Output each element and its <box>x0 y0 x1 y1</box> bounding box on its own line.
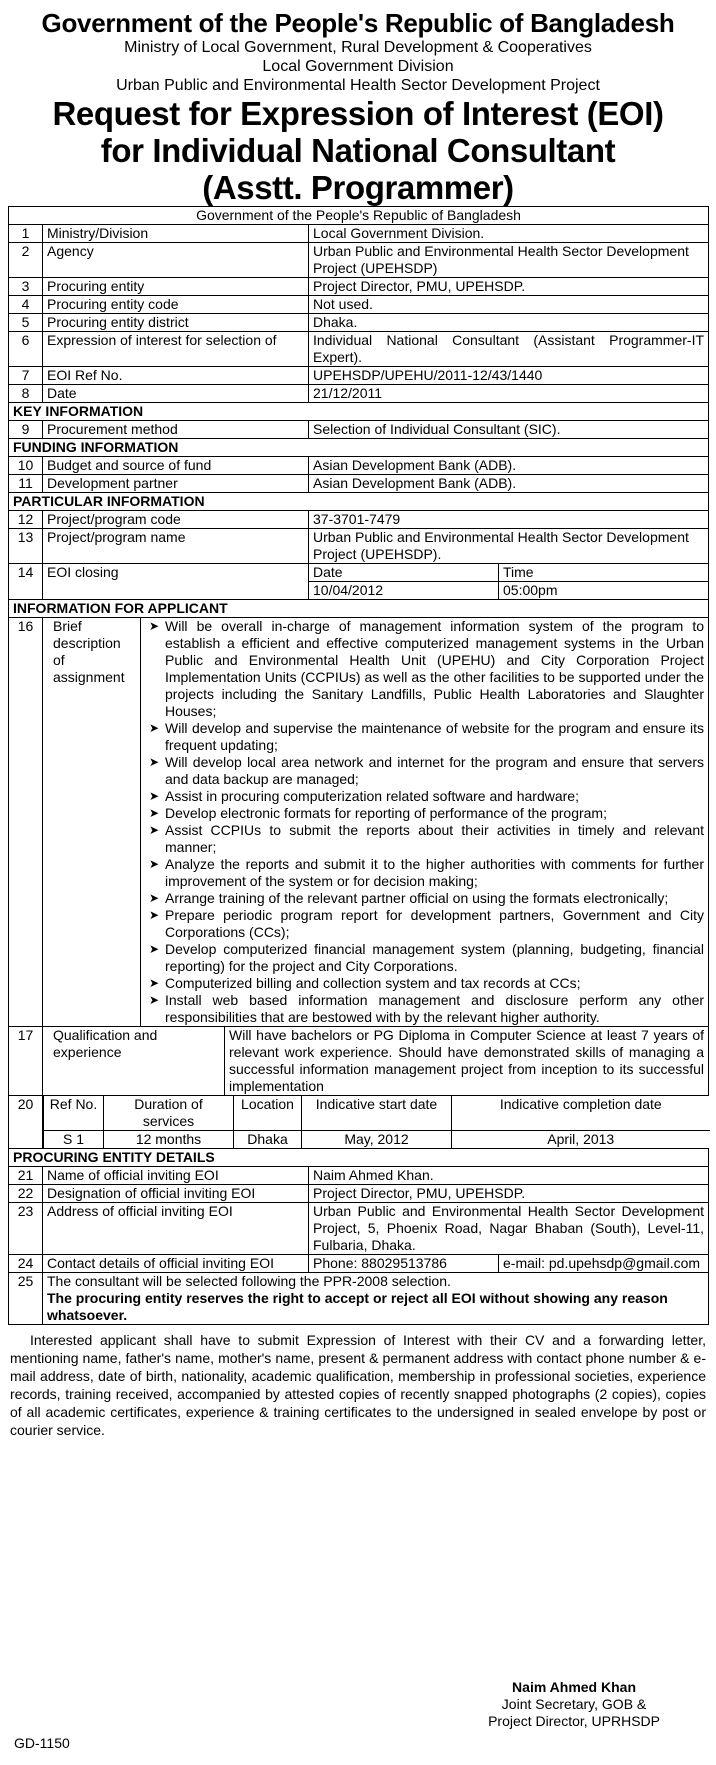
row-number: 8 <box>9 385 43 403</box>
row-value: Urban Public and Environmental Health Sector Development Project, 5, Phoenix Road, Nagar Bhaban (South), Level-11, Fulbaria, Dhaka. <box>309 1203 709 1255</box>
table-row <box>9 225 709 243</box>
schedule-header: Ref No. <box>44 1096 104 1131</box>
arrow-bullet-icon: ➤ <box>149 857 160 871</box>
row-number: 14 <box>9 564 43 600</box>
list-item: ➤ Will develop and supervise the maintenance of website for the program and ensure its frequent updating; <box>149 720 705 753</box>
row-number: 2 <box>9 243 43 278</box>
row-number: 6 <box>9 332 43 367</box>
row-value: 21/12/2011 <box>309 385 709 403</box>
row-value: Dhaka. <box>309 314 709 332</box>
closing-date: 10/04/2012 <box>309 582 499 600</box>
row-value: Project Director, PMU, UPEHSDP. <box>309 278 709 296</box>
signature-block <box>488 1679 660 1730</box>
row-label: Expression of interest for selection of <box>43 332 309 367</box>
row-label: Procuring entity <box>43 278 309 296</box>
arrow-bullet-icon: ➤ <box>149 942 160 956</box>
arrow-bullet-icon: ➤ <box>149 891 160 905</box>
list-item: ➤ Develop computerized financial management system (planning, budgeting, financial reporting) for the project and City Corporations. <box>149 941 705 974</box>
row-label: Address of official inviting EOI <box>43 1203 309 1255</box>
row-number: 3 <box>9 278 43 296</box>
table-row <box>9 618 709 1027</box>
list-item: ➤ Install web based information management and disclosure perform any other responsibilities that are bestowed with by the relevant higher authority. <box>149 992 705 1025</box>
row-label: Agency <box>43 243 309 278</box>
row-number: 5 <box>9 314 43 332</box>
schedule-header: Indicative completion date <box>452 1096 710 1131</box>
row-number: 4 <box>9 296 43 314</box>
table-row <box>9 1273 709 1325</box>
row-number: 12 <box>9 511 43 529</box>
closing-time-label: Time <box>499 564 709 582</box>
list-item: ➤ Computerized billing and collection system and tax records at CCs; <box>149 975 581 991</box>
row-value: Asian Development Bank (ADB). <box>309 457 709 475</box>
row-label: Project/program code <box>43 511 309 529</box>
row-label: Budget and source of fund <box>43 457 309 475</box>
row-label: Procuring entity code <box>43 296 309 314</box>
row-label: Contact details of official inviting EOI <box>43 1255 309 1273</box>
row-value: Urban Public and Environmental Health Sector Development Project (UPEHSDP) <box>309 243 709 278</box>
row-label: EOI Ref No. <box>43 367 309 385</box>
schedule-cell-value: May, 2012 <box>302 1131 452 1149</box>
table-row <box>9 1027 709 1096</box>
list-item: ➤ Arrange training of the relevant partner official on using the formats electronically; <box>149 890 669 906</box>
row-number: 25 <box>9 1273 43 1325</box>
table-row <box>9 511 709 529</box>
row-label: Designation of official inviting EOI <box>43 1185 309 1203</box>
row-number: 24 <box>9 1255 43 1273</box>
list-item: ➤ Will be overall in-charge of management information system of the program to establish a efficient and effective computerized management systems in the Urban Public and Environmental Health Unit (UPEHU) and City Corporation Project Implementation Units (CCPIUs) as well as the other facilities to be supported under the projects including the Sanitary Landfills, Public Health Laboratories and Slaughter Houses; <box>149 618 705 719</box>
row-label: Procurement method <box>43 421 309 439</box>
row-number: 1 <box>9 225 43 243</box>
signatory-title-2: Project Director, UPRHSDP <box>488 1713 660 1729</box>
closing-date-label: Date <box>309 564 499 582</box>
closing-time: 05:00pm <box>499 582 709 600</box>
table-row <box>9 296 709 314</box>
qualification-text: Will have bachelors or PG Diploma in Computer Science at least 7 years of relevant work experience. Should have demonstrated skills of managing a successful information management project from inception to its successful implementation <box>225 1027 709 1096</box>
table-row <box>9 367 709 385</box>
arrow-bullet-icon: ➤ <box>149 789 160 803</box>
table-row <box>9 564 709 582</box>
table-row <box>9 314 709 332</box>
row-value: Selection of Individual Consultant (SIC). <box>309 421 709 439</box>
division-name: Local Government Division <box>262 58 454 75</box>
arrow-bullet-icon: ➤ <box>149 993 160 1007</box>
row-number: 20 <box>9 1096 43 1149</box>
arrow-bullet-icon: ➤ <box>149 806 160 820</box>
row-number: 13 <box>9 529 43 564</box>
schedule-header: Duration of services <box>104 1096 234 1131</box>
row-value: 37-3701-7479 <box>309 511 709 529</box>
section-heading-procuring: PROCURING ENTITY DETAILS <box>9 1149 709 1167</box>
list-item: ➤ Develop electronic formats for reporting of performance of the program; <box>149 805 607 821</box>
contact-phone: Phone: 88029513786 <box>309 1255 499 1273</box>
table-row <box>9 457 709 475</box>
arrow-bullet-icon: ➤ <box>149 721 160 735</box>
rights-reserved-note: The procuring entity reserves the right to accept or reject all EOI without showing any reason whatsoever. <box>47 1290 668 1323</box>
table-row <box>9 1167 709 1185</box>
arrow-bullet-icon: ➤ <box>149 823 160 837</box>
row-number: 21 <box>9 1167 43 1185</box>
row-value: Urban Public and Environmental Health Sector Development Project (UPEHSDP). <box>309 529 709 564</box>
notice-header <box>8 8 708 206</box>
signatory-title-1: Joint Secretary, GOB & <box>501 1696 647 1712</box>
row-value: UPEHSDP/UPEHU/2011-12/43/1440 <box>309 367 709 385</box>
table-row <box>9 1096 709 1149</box>
section-heading-particular: PARTICULAR INFORMATION <box>9 493 709 511</box>
row-number: 10 <box>9 457 43 475</box>
assignment-description <box>141 618 709 1027</box>
assignment-list <box>145 618 704 1026</box>
table-row <box>9 243 709 278</box>
arrow-bullet-icon: ➤ <box>149 755 160 769</box>
schedule-cell-value: S 1 <box>44 1131 104 1149</box>
table-row <box>9 475 709 493</box>
row-number: 22 <box>9 1185 43 1203</box>
row-label: Procuring entity district <box>43 314 309 332</box>
table-caption: Government of the People's Republic of Bangladesh <box>9 207 709 225</box>
row-value: Not used. <box>309 296 709 314</box>
schedule-cell-value: April, 2013 <box>452 1131 710 1149</box>
table-row <box>9 421 709 439</box>
row-number: 16 <box>9 618 43 1027</box>
schedule-header: Indicative start date <box>302 1096 452 1131</box>
row-value: Local Government Division. <box>309 225 709 243</box>
schedule-table <box>43 1096 710 1148</box>
arrow-bullet-icon: ➤ <box>149 976 160 990</box>
table-row <box>9 278 709 296</box>
section-heading-funding: FUNDING INFORMATION <box>9 439 709 457</box>
row-label: Development partner <box>43 475 309 493</box>
list-item: ➤ Assist CCPIUs to submit the reports about their activities in timely and relevant manner; <box>149 822 705 855</box>
list-item: ➤ Will develop local area network and internet for the program and ensure that servers and data backup are managed; <box>149 754 705 787</box>
row-value: Individual National Consultant (Assistant Programmer-IT Expert). <box>309 332 709 367</box>
schedule-header: Location <box>234 1096 302 1131</box>
table-row <box>9 385 709 403</box>
row-label: Name of official inviting EOI <box>43 1167 309 1185</box>
selection-note <box>43 1273 709 1325</box>
list-item: ➤ Assist in procuring computerization related software and hardware; <box>149 788 579 804</box>
row-label: Brief description of assignment <box>43 618 141 1027</box>
ministry-name: Ministry of Local Government, Rural Development & Cooperatives <box>124 39 592 56</box>
row-label: Project/program name <box>43 529 309 564</box>
schedule-cell-value: 12 months <box>104 1131 234 1149</box>
notice-title-2: for Individual National Consultant <box>100 132 616 169</box>
row-number: 9 <box>9 421 43 439</box>
project-name: Urban Public and Environmental Health Sector Development Project <box>116 77 600 94</box>
row-number: 23 <box>9 1203 43 1255</box>
arrow-bullet-icon: ➤ <box>149 619 160 633</box>
row-value: Naim Ahmed Khan. <box>309 1167 709 1185</box>
list-item: ➤ Prepare periodic program report for development partners, Government and City Corporations (CCs); <box>149 907 705 940</box>
schedule-cell-value: Dhaka <box>234 1131 302 1149</box>
row-label: Ministry/Division <box>43 225 309 243</box>
gd-code: GD-1150 <box>14 1735 70 1751</box>
row-value: Asian Development Bank (ADB). <box>309 475 709 493</box>
schedule-cell <box>43 1096 709 1149</box>
submission-instructions: Interested applicant shall have to submit Expression of Interest with their CV and a forwarding letter, mentioning name, father's name, mother's name, present & permanent address with contact phone number & e-mail address, date of birth, nationality, academic qualification, membership in professional societies, experience records, training received, accompanied by attested copies of recently snapped photographs (2 copies), copies of all academic certificates, experience & training certificates to the undersigned in sealed envelope by post or courier service. <box>10 1332 706 1438</box>
row-label: Qualification and experience <box>43 1027 225 1096</box>
row-number: 7 <box>9 367 43 385</box>
row-number: 17 <box>9 1027 43 1096</box>
section-heading-applicant: INFORMATION FOR APPLICANT <box>9 600 709 618</box>
table-row <box>9 529 709 564</box>
signatory-name: Naim Ahmed Khan <box>512 1679 636 1695</box>
section-heading-key-info: KEY INFORMATION <box>9 403 709 421</box>
list-item: ➤ Analyze the reports and submit it to the higher authorities with comments for further improvement of the system or for decision making; <box>149 856 705 889</box>
row-value: Project Director, PMU, UPEHSDP. <box>309 1185 709 1203</box>
selection-note-line: The consultant will be selected following the PPR-2008 selection. <box>47 1273 451 1289</box>
row-number: 11 <box>9 475 43 493</box>
table-row <box>9 1255 709 1273</box>
govt-title: Government of the People's Republic of Bangladesh <box>41 8 675 38</box>
eoi-table <box>8 206 709 1325</box>
notice-title-1: Request for Expression of Interest (EOI) <box>52 95 664 132</box>
row-label: EOI closing <box>43 564 309 600</box>
notice-title-3: (Asstt. Programmer) <box>202 169 514 206</box>
table-row <box>9 1203 709 1255</box>
arrow-bullet-icon: ➤ <box>149 908 160 922</box>
table-row <box>9 1185 709 1203</box>
table-row <box>9 332 709 367</box>
contact-email: e-mail: pd.upehsdp@gmail.com <box>499 1255 709 1273</box>
row-label: Date <box>43 385 309 403</box>
